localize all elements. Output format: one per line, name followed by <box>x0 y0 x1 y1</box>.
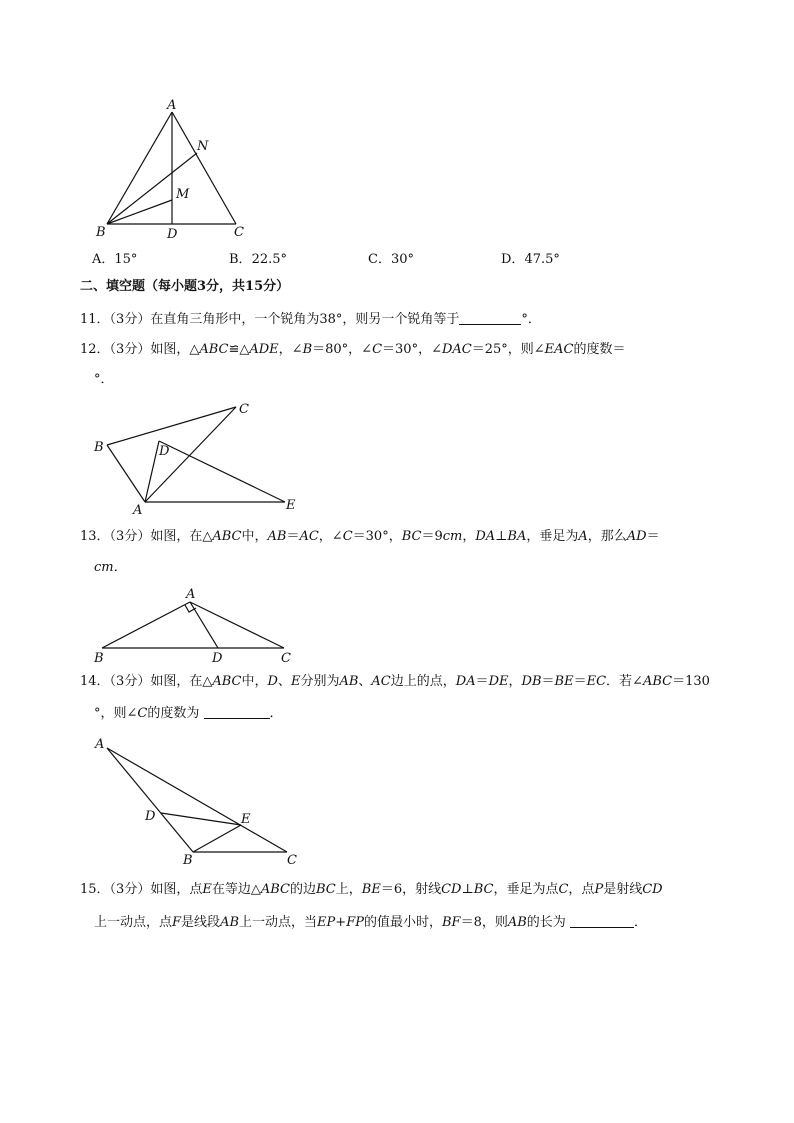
option-a-letter: A． <box>92 252 115 267</box>
option-c-letter: C． <box>368 252 391 267</box>
q12-math: DAC <box>441 342 472 357</box>
q14-text: 边上的点， <box>390 674 456 689</box>
q15-text: 的长为 <box>526 915 566 930</box>
q14-math: AB <box>339 674 359 689</box>
q14-text: ＝130 <box>672 674 710 689</box>
q15-math: AB <box>507 915 527 930</box>
q15-math: ABC <box>260 882 290 897</box>
q15-math: P <box>594 882 604 897</box>
q15-answer-blank[interactable] <box>570 913 634 928</box>
q11-number: 11．（3分） <box>80 312 151 327</box>
q13-text: ，∠ <box>318 529 343 544</box>
question-15-line2 <box>94 913 647 932</box>
q15-text: ，垂足为点 <box>493 882 559 897</box>
q12-number: 12．（3分） <box>80 342 151 357</box>
q14-math: ABC <box>212 674 242 689</box>
label-c: C <box>287 853 297 868</box>
label-d: D <box>212 651 223 666</box>
label-a: A <box>167 98 177 113</box>
label-a: A <box>133 503 143 518</box>
option-b-value: 22.5° <box>251 252 288 267</box>
option-b-letter: B． <box>229 252 252 267</box>
q13-math: BC <box>401 529 422 544</box>
q15-text: 上， <box>335 882 362 897</box>
option-d-value: 47.5° <box>524 252 560 267</box>
q15-text: 的边 <box>289 882 316 897</box>
label-b: B <box>96 225 106 240</box>
option-c-value: 30° <box>390 252 414 267</box>
q15-text: ，点 <box>568 882 595 897</box>
q13-math: BA <box>507 529 527 544</box>
q13-math: ABC <box>212 529 242 544</box>
q14-math: D <box>267 674 278 689</box>
q14-text: 的度数为 <box>147 706 200 721</box>
q15-tail: ． <box>633 915 647 930</box>
q13-text: ＝ <box>646 529 660 544</box>
label-n: N <box>197 139 209 154</box>
q15-math: FP <box>346 915 364 930</box>
q15-number: 15．（3分） <box>80 882 151 897</box>
q15-math: AB <box>220 915 240 930</box>
q15-text: 的值最小时， <box>363 915 442 930</box>
q15-math: BC <box>316 882 336 897</box>
label-c: C <box>281 651 291 666</box>
q15-math: BC <box>473 882 494 897</box>
q13-text: ＝30°， <box>352 529 402 544</box>
q12-text: ，∠ <box>278 342 303 357</box>
q14-math: DE <box>488 674 509 689</box>
q13-math: DA <box>475 529 496 544</box>
q14-text: 、 <box>277 674 291 689</box>
label-e: E <box>241 812 251 827</box>
q14-math: EC <box>586 674 607 689</box>
q14-text: ＝ <box>475 674 489 689</box>
q14-text: °，则∠ <box>94 706 138 721</box>
q15-text: + <box>335 915 347 930</box>
q14-math: BE <box>554 674 574 689</box>
q15-text: ⊥ <box>461 882 474 897</box>
q15-math: CD <box>642 882 663 897</box>
q14-math: E <box>290 674 301 689</box>
q14-text: ．若∠ <box>606 674 643 689</box>
q14-text: 如图，在△ <box>150 674 213 689</box>
q12-math: B <box>302 342 313 357</box>
q12-text: 的度数＝ <box>573 342 626 357</box>
q12-text: ≌△ <box>228 342 250 357</box>
q14-text: ＝ <box>541 674 555 689</box>
label-c: C <box>234 225 244 240</box>
label-c: C <box>239 402 249 417</box>
q12-math: ADE <box>249 342 279 357</box>
section-title: 二、填空题（每小题3分，共15分） <box>80 279 290 294</box>
q15-math: C <box>558 882 569 897</box>
q11-text: 在直角三角形中，一个锐角为38°，则另一个锐角等于 <box>150 312 460 327</box>
q12-text: ＝25°，则∠ <box>471 342 545 357</box>
segment-be <box>193 825 241 852</box>
q13-text: ＝ <box>286 529 300 544</box>
q13-number: 13．（3分） <box>80 529 151 544</box>
label-m: M <box>176 187 190 202</box>
q12-math: ABC <box>199 342 229 357</box>
label-a: A <box>95 737 105 752</box>
label-b: B <box>94 440 104 455</box>
q15-math: CD <box>441 882 462 897</box>
q13-tail: cm． <box>94 560 127 575</box>
q14-text: ， <box>508 674 522 689</box>
q13-text: ， <box>462 529 476 544</box>
q13-text: ，垂足为 <box>526 529 579 544</box>
q12-text: ＝30°，∠ <box>382 342 442 357</box>
q15-text: 是射线 <box>603 882 643 897</box>
q12-text: 如图，△ <box>150 342 200 357</box>
q15-math: BF <box>441 915 461 930</box>
q13-math: cm <box>442 529 463 544</box>
q14-text: 、 <box>358 674 372 689</box>
q15-text: 是线段 <box>181 915 221 930</box>
q14-math: C <box>137 706 148 721</box>
q15-text: 上一动点，当 <box>239 915 318 930</box>
q13-text: 如图，在△ <box>150 529 213 544</box>
q15-math: EP <box>317 915 336 930</box>
q13-math: AB <box>267 529 287 544</box>
q14-math: ABC <box>642 674 673 689</box>
q13-math: AD <box>626 529 647 544</box>
label-d: D <box>145 809 156 824</box>
label-b: B <box>94 651 104 666</box>
q14-math: DB <box>521 674 542 689</box>
q13-text: ⊥ <box>495 529 508 544</box>
label-a: A <box>186 587 196 602</box>
q14-number: 14．（3分） <box>80 674 151 689</box>
q12-text: ＝80°，∠ <box>312 342 373 357</box>
q13-math: A <box>578 529 588 544</box>
q15-math: F <box>172 915 182 930</box>
q14-text: 中， <box>241 674 268 689</box>
q13-math: AC <box>299 529 319 544</box>
q15-text: 在等边△ <box>211 882 261 897</box>
side-ab <box>107 748 193 852</box>
q15-text: ＝8，则 <box>460 915 508 930</box>
q13-text: ＝9 <box>421 529 443 544</box>
q15-math: E <box>202 882 212 897</box>
q11-tail: °． <box>521 312 541 327</box>
q12-math: C <box>372 342 383 357</box>
q12-math: EAC <box>544 342 574 357</box>
label-d: D <box>167 227 178 242</box>
label-d: D <box>159 444 170 459</box>
q13-math: C <box>342 529 353 544</box>
q15-text: ＝6，射线 <box>380 882 442 897</box>
q14-text: 分别为 <box>300 674 340 689</box>
q14-math: DA <box>455 674 476 689</box>
option-a-value: 15° <box>114 252 138 267</box>
q14-tail: ． <box>269 706 283 721</box>
q12-tail: °． <box>94 372 114 387</box>
q13-text: 中， <box>241 529 268 544</box>
label-e: E <box>286 498 296 513</box>
q15-text: 上一动点，点 <box>94 915 173 930</box>
q14-text: ＝ <box>573 674 587 689</box>
side-ac <box>107 748 287 852</box>
q15-text: 如图，点 <box>150 882 203 897</box>
q14-math: AC <box>371 674 391 689</box>
option-d-letter: D． <box>501 252 525 267</box>
q13-text: ，那么 <box>587 529 627 544</box>
q15-math: BE <box>361 882 381 897</box>
question-15 <box>80 881 663 899</box>
label-b: B <box>183 853 193 868</box>
